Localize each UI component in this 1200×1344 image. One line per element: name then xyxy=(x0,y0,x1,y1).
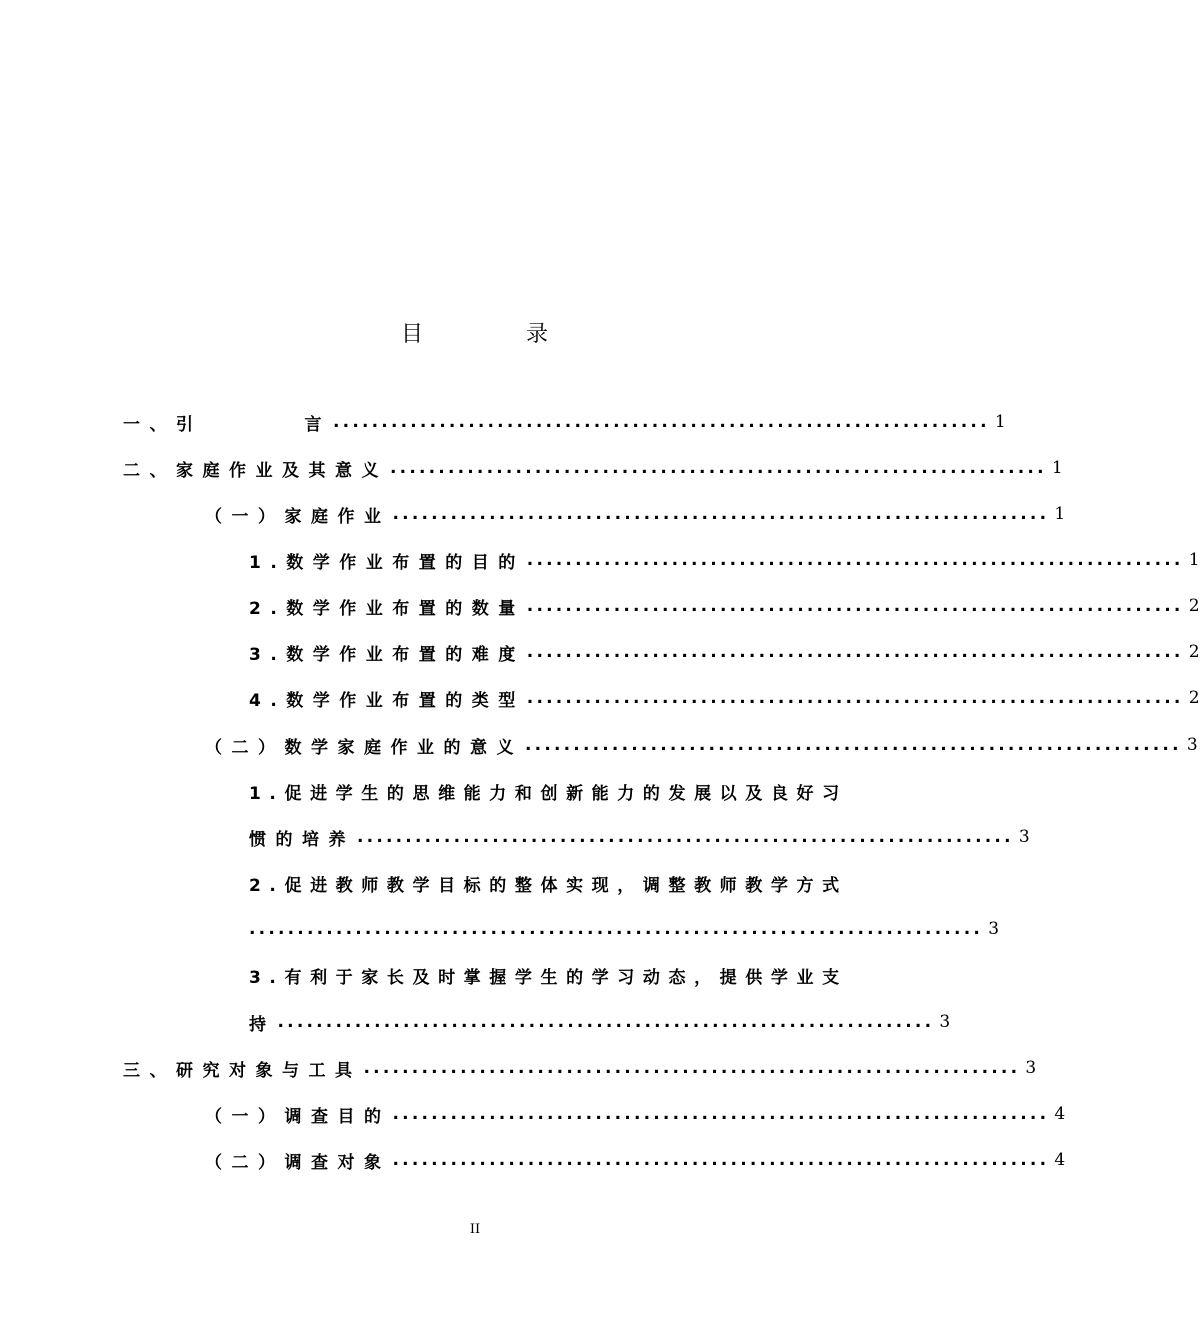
toc-entry-12[interactable] xyxy=(123,1054,1037,1082)
dot-leader: .................................................................... xyxy=(363,1058,1021,1078)
toc-entry-8[interactable] xyxy=(205,731,1198,759)
toc-entry-label: 3.数学作业布置的难度 xyxy=(249,644,525,665)
toc-entry-2[interactable] xyxy=(123,454,1063,482)
toc-entry-label: 1.数学作业布置的目的 xyxy=(249,552,525,573)
page-number-footer: II xyxy=(469,1222,481,1237)
toc-entry-page: 1 xyxy=(1188,550,1200,570)
dot-leader: .................................................................... xyxy=(525,735,1182,755)
toc-entry-10[interactable] xyxy=(249,915,1000,943)
toc-entry-page: 1 xyxy=(1054,504,1066,524)
dot-leader: .................................................................... xyxy=(526,642,1184,662)
toc-entry-label-line1: 1.促进学生的思维能力和创新能力的发展以及良好习 xyxy=(249,783,848,804)
dot-leader: .................................................................... xyxy=(392,504,1050,524)
toc-entry-page: 1 xyxy=(1051,458,1063,478)
toc-entry-label: （一）调查目的 xyxy=(205,1106,391,1127)
toc-entry-7[interactable] xyxy=(249,684,1200,712)
dot-leader: .................................................................... xyxy=(390,458,1047,478)
dot-leader: .................................................................... xyxy=(357,827,1014,847)
toc-entry-page: 2 xyxy=(1188,688,1200,708)
toc-entry-page: 3 xyxy=(939,1012,951,1032)
toc-entry-5[interactable] xyxy=(249,592,1200,620)
dot-leader: .................................................................... xyxy=(526,596,1184,616)
toc-entry-14[interactable] xyxy=(205,1146,1066,1174)
toc-title xyxy=(0,313,950,353)
toc-entry-label: 4.数学作业布置的类型 xyxy=(249,690,525,711)
toc-entry-13[interactable] xyxy=(205,1100,1066,1128)
dot-leader: .................................................................... xyxy=(277,1012,935,1032)
toc-entry-9[interactable] xyxy=(249,823,1030,851)
toc-title-char-2: 录 xyxy=(526,322,551,347)
toc-entry-1[interactable] xyxy=(123,408,1006,436)
toc-entry-label: （二）调查对象 xyxy=(205,1152,391,1173)
toc-entry-6[interactable] xyxy=(249,638,1200,666)
dot-leader: .................................................................... xyxy=(526,550,1184,570)
toc-entry-4[interactable] xyxy=(249,546,1200,574)
toc-entry-label: （二）数学家庭作业的意义 xyxy=(205,737,523,758)
toc-entry-9-line1[interactable] xyxy=(249,777,848,805)
toc-entry-page: 3 xyxy=(1025,1058,1037,1078)
toc-entry-label: 二、家庭作业及其意义 xyxy=(123,460,388,481)
toc-entry-page: 3 xyxy=(1018,827,1030,847)
dot-leader: .................................................................... xyxy=(333,412,990,432)
toc-entry-page: 3 xyxy=(988,919,1000,939)
toc-entry-10-line1[interactable] xyxy=(249,869,848,897)
toc-entry-label: 惯的培养 xyxy=(249,829,355,850)
dot-leader: .................................................................... xyxy=(392,1104,1050,1124)
toc-entry-label: （一）家庭作业 xyxy=(205,506,391,527)
toc-entry-label: 三、研究对象与工具 xyxy=(123,1060,362,1081)
dot-leader: ............................................................................ xyxy=(249,919,984,939)
toc-entry-label: 持 xyxy=(249,1014,276,1035)
toc-entry-label: 2.数学作业布置的数量 xyxy=(249,598,525,619)
dot-leader: .................................................................... xyxy=(526,688,1184,708)
toc-entry-page: 4 xyxy=(1054,1104,1066,1124)
toc-entry-label-suffix: 言 xyxy=(304,414,331,435)
toc-entry-label-line1: 2.促进教师教学目标的整体实现，调整教师教学方式 xyxy=(249,875,848,896)
toc-entry-label: 一、引 xyxy=(123,414,203,435)
toc-entry-11[interactable] xyxy=(249,1008,951,1036)
toc-entry-3[interactable] xyxy=(205,500,1066,528)
toc-entry-page: 1 xyxy=(994,412,1006,432)
toc-entry-page: 2 xyxy=(1188,642,1200,662)
toc-title-char-1: 目 xyxy=(401,322,426,347)
toc-entry-page: 4 xyxy=(1054,1150,1066,1170)
toc-entry-page: 3 xyxy=(1186,735,1198,755)
toc-entry-11-line1[interactable] xyxy=(249,961,848,989)
toc-entry-label-line1: 3.有利于家长及时掌握学生的学习动态，提供学业支 xyxy=(249,967,848,988)
dot-leader: .................................................................... xyxy=(392,1150,1050,1170)
toc-entry-page: 2 xyxy=(1188,596,1200,616)
